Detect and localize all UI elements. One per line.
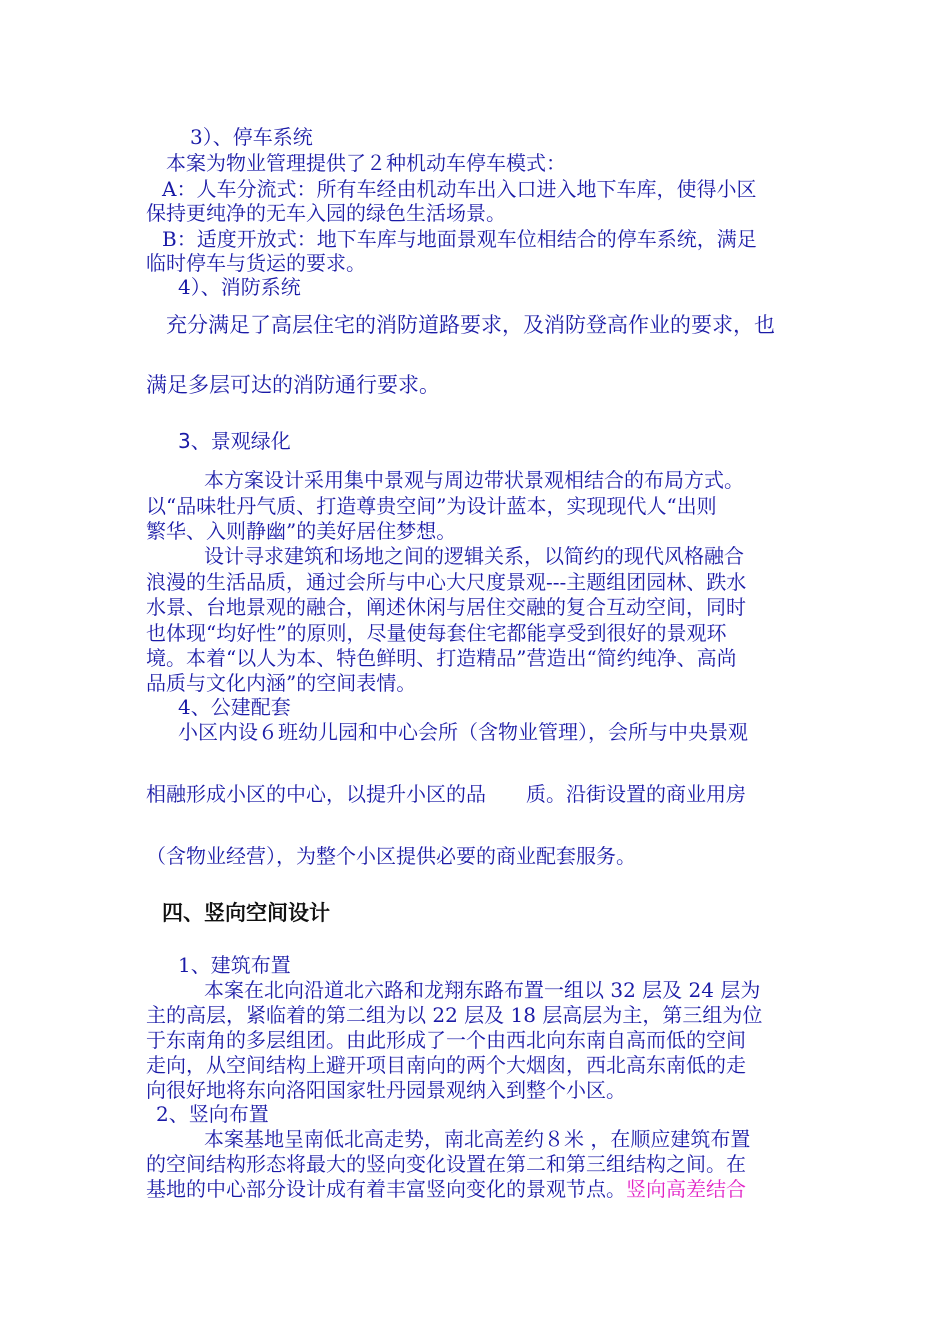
vertical-arrangement-line2: 的空间结构形态将最大的竖向变化设置在第二和第三组结构之间。在: [146, 1152, 746, 1176]
building-layout-heading: 1、建筑布置: [178, 953, 291, 977]
landscape-p2-line5: 境。本着“以人为本、特色鲜明、打造精品”营造出“简约纯净、高尚: [146, 646, 737, 670]
public-line1: 小区内设６班幼儿园和中心会所（含物业管理），会所与中央景观: [178, 720, 748, 744]
landscape-p2-line1: 设计寻求建筑和场地之间的逻辑关系，以简约的现代风格融合: [204, 544, 744, 568]
parking-option-b-line2: 临时停车与货运的要求。: [146, 251, 366, 275]
building-layout-line2: 主的高层，紧临着的第二组为以 22 层及 18 层高层为主，第三组为位: [146, 1003, 763, 1027]
building-layout-line3: 于东南角的多层组团。由此形成了一个由西北向东南自高而低的空间: [146, 1028, 746, 1052]
landscape-p1-line1: 本方案设计采用集中景观与周边带状景观相结合的布局方式。: [204, 468, 744, 492]
public-heading: 4、公建配套: [178, 695, 291, 719]
vertical-section-title: 四、竖向空间设计: [162, 901, 330, 925]
vertical-arrangement-heading: 2、竖向布置: [156, 1102, 269, 1126]
parking-heading: 3）、停车系统: [190, 125, 313, 149]
landscape-p2-line3: 水景、台地景观的融合，阐述休闲与居住交融的复合互动空间，同时: [146, 595, 746, 619]
public-line3: （含物业经营），为整个小区提供必要的商业配套服务。: [146, 844, 636, 868]
fire-line2: 满足多层可达的消防通行要求。: [146, 373, 440, 397]
landscape-heading: 3、景观绿化: [178, 429, 291, 453]
vertical-arrangement-line3: [146, 1176, 810, 1202]
fire-heading: 4）、消防系统: [178, 275, 301, 299]
landscape-p1-line2: 以“品味牡丹气质、打造尊贵空间”为设计蓝本，实现现代人“出则: [146, 494, 717, 518]
parking-option-a-line1: A：人车分流式：所有车经由机动车出入口进入地下车库，使得小区: [162, 177, 757, 201]
public-line2: 相融形成小区的中心，以提升小区的品 质。沿街设置的商业用房: [146, 782, 746, 806]
parking-option-a-line2: 保持更纯净的无车入园的绿色生活场景。: [146, 201, 506, 225]
landscape-p1-line3: 繁华、入则静幽”的美好居住梦想。: [146, 519, 457, 543]
parking-option-b-line1: B：适度开放式：地下车库与地面景观车位相结合的停车系统，满足: [162, 227, 757, 251]
building-layout-line4: 走向，从空间结构上避开项目南向的两个大烟囱，西北高东南低的走: [146, 1053, 746, 1077]
vertical-arrangement-line1: 本案基地呈南低北高走势，南北高差约８米 ，在顺应建筑布置: [204, 1127, 751, 1151]
landscape-p2-line6: 品质与文化内涵”的空间表情。: [146, 671, 417, 695]
vertical-arrangement-line3-text: 基地的中心部分设计成有着丰富竖向变化的景观节点。: [146, 1177, 626, 1201]
building-layout-line5: 向很好地将东向洛阳国家牡丹园景观纳入到整个小区。: [146, 1078, 626, 1102]
highlighted-text: 竖向高差结合: [626, 1177, 746, 1201]
fire-line1: 充分满足了高层住宅的消防道路要求，及消防登高作业的要求，也: [166, 313, 775, 337]
parking-intro: 本案为物业管理提供了２种机动车停车模式：: [166, 151, 566, 175]
landscape-p2-line2: 浪漫的生活品质，通过会所与中心大尺度景观---主题组团园林、跌水: [146, 570, 747, 594]
landscape-p2-line4: 也体现“均好性”的原则，尽量使每套住宅都能享受到很好的景观环: [146, 621, 727, 645]
building-layout-line1: 本案在北向沿道北六路和龙翔东路布置一组以 32 层及 24 层为: [204, 978, 761, 1002]
